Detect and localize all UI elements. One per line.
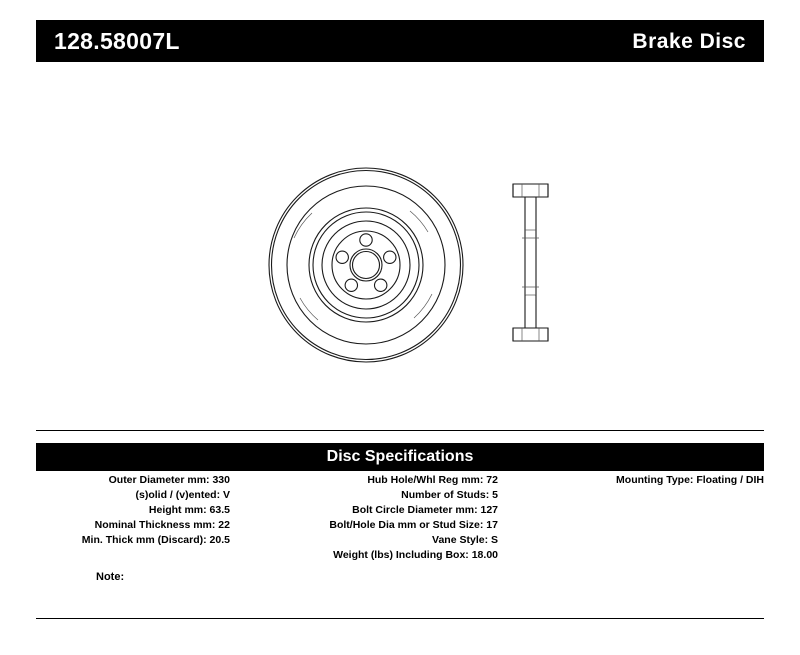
spec-title: Disc Specifications [326, 448, 474, 465]
spec-title-bar [36, 443, 764, 471]
part-number: 128.58007L [54, 27, 180, 54]
spec-item: Bolt Circle Diameter mm: 127 [352, 504, 498, 516]
spec-item: (s)olid / (v)ented: V [135, 489, 230, 501]
note-label: Note: [96, 571, 125, 583]
spec-item: Height mm: 63.5 [148, 504, 230, 516]
spec-item: Outer Diameter mm: 330 [108, 474, 230, 486]
spec-body [36, 473, 764, 593]
spec-item: Weight (lbs) Including Box: 18.00 [333, 549, 498, 561]
header-bar [36, 20, 764, 62]
rotor-face-view [269, 168, 463, 362]
spec-bottom-rule [36, 618, 764, 619]
spec-item: Bolt/Hole Dia mm or Stud Size: 17 [329, 519, 498, 531]
product-type-label: Brake Disc [632, 29, 746, 53]
rotor-edge-view [513, 184, 548, 341]
rotor-drawing-svg [36, 80, 764, 420]
spec-column-left [36, 473, 230, 548]
spec-column-right [516, 473, 764, 488]
spec-item: Min. Thick mm (Discard): 20.5 [81, 534, 230, 546]
spec-top-rule [36, 430, 764, 431]
spec-item: Mounting Type: Floating / DIH [616, 474, 764, 486]
technical-drawing [36, 80, 764, 420]
spec-column-middle [246, 473, 498, 563]
spec-item: Number of Studs: 5 [401, 489, 498, 501]
spec-item: Hub Hole/Whl Reg mm: 72 [367, 474, 498, 486]
spec-item: Nominal Thickness mm: 22 [94, 519, 230, 531]
spec-item: Vane Style: S [432, 534, 498, 546]
